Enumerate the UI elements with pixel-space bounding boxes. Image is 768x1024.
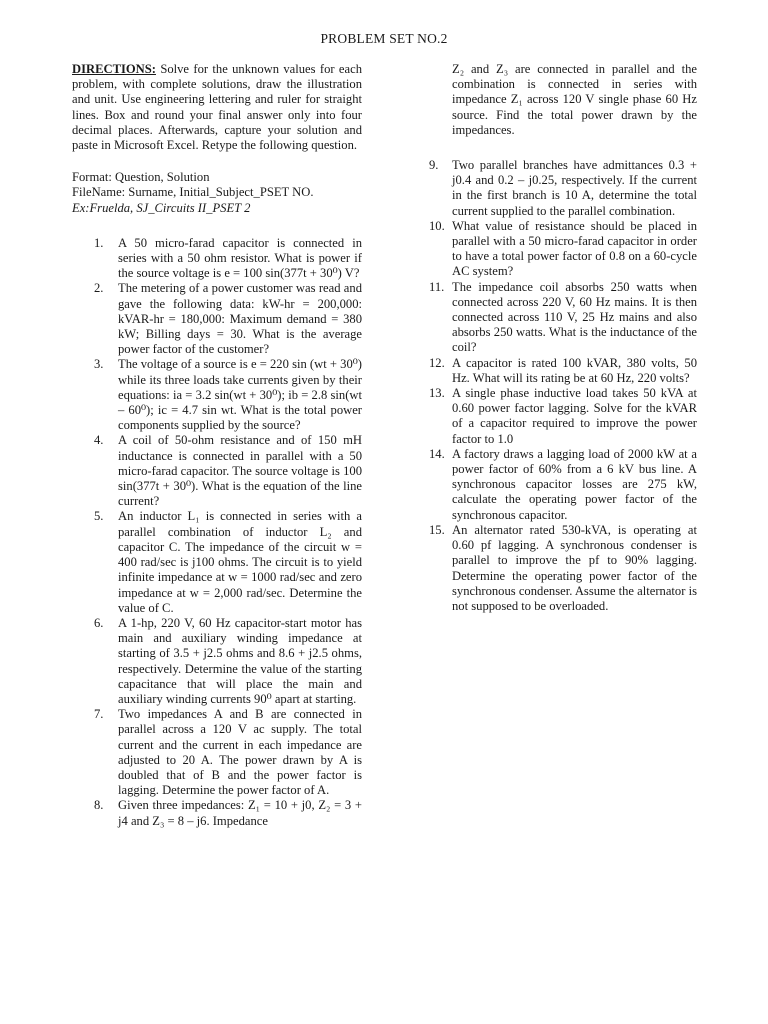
- problem-number: 6.: [94, 615, 104, 630]
- problem-text: A factory draws a lagging load of 2000 kW at a power factor of 60% from a 6 kV bus line. A synchronous capacitor losses are 275 kW, calculate the operating power factor of the synchronous capacitor.: [452, 446, 697, 522]
- problem-list-right: [420, 158, 697, 614]
- problem-item: [72, 509, 362, 615]
- format-line: Format: Question, Solution: [72, 170, 210, 185]
- problem-item: [72, 281, 362, 357]
- directions-text: Solve for the unknown values for each problem, with complete solutions, draw the illustration and unit. Use engineering lettering and ruler for straight lines. Box and round your final answer only into four decimal places. Afterwards, capture your solution and paste in Microsoft Excel. Retype the following question.: [72, 62, 362, 153]
- problem-text: Two impedances A and B are connected in parallel across a 120 V ac supply. The total current and the current in each impedance are adjusted to 20 A. The power drawn by A is doubled that of B and the power factor is lagging. Determine the power factor of A.: [118, 707, 362, 798]
- problem-text: The metering of a power customer was read and gave the following data: kW-hr = 200,000: kVAR-hr = 180,000: Maximum demand = 380 kW; Billing days = 30. What is the average power factor of the customer?: [118, 281, 362, 357]
- problem-text: An alternator rated 530-kVA, is operating at 0.60 pf lagging. A synchronous condenser is parallel to improve the pf to 90% lagging. Determine the operating power factor of the synchronous condenser. Assume the alternator is not supposed to be overloaded.: [452, 522, 697, 613]
- directions-label: DIRECTIONS:: [72, 62, 156, 76]
- problem-number: 14.: [429, 446, 445, 461]
- problem-text: A 50 micro-farad capacitor is connected in series with a 50 ohm resistor. What is power if the source voltage is e = 100 sin(377t + 30⁰) V?: [118, 235, 362, 281]
- problem-item: [420, 386, 697, 447]
- problem-text: A coil of 50-ohm resistance and of 150 mH inductance is connected in parallel with a 50 micro-farad capacitor. The source voltage is 100 sin(377t + 30⁰). What is the equation of the line current?: [118, 433, 362, 509]
- problem-item: [420, 280, 697, 356]
- directions-paragraph: [72, 62, 362, 153]
- problem-item: [72, 236, 362, 282]
- problem-item: [420, 523, 697, 614]
- problem-number: 2.: [94, 281, 104, 296]
- problem-item: [72, 357, 362, 433]
- problem-number: 12.: [429, 355, 445, 370]
- problem-number: 11.: [429, 279, 445, 294]
- problem-text: Two parallel branches have admittances 0.3 + j0.4 and 0.2 – j0.25, respectively. If the current in the first branch is 10 A, determine the total current supplied to the parallel combination.: [452, 158, 697, 218]
- problem-item: [420, 158, 697, 219]
- problem-item: [72, 433, 362, 509]
- directions-block: [72, 62, 362, 153]
- problem-number: 13.: [429, 386, 445, 401]
- problem-item: [72, 798, 362, 828]
- problem-number: 5.: [94, 509, 104, 524]
- problem-number: 7.: [94, 707, 104, 722]
- problem-text: A 1-hp, 220 V, 60 Hz capacitor-start motor has main and auxiliary winding impedance at starting of 3.5 + j2.5 ohms and 8.6 + j2.5 ohms, respectively. Determine the value of the starting capacitance that will place the main and auxiliary winding currents 90⁰ apart at starting.: [118, 615, 362, 706]
- problem-number: 3.: [94, 357, 104, 372]
- problem-number: 8.: [94, 798, 104, 813]
- right-column: [420, 62, 697, 614]
- filename-example: Ex:Fruelda, SJ_Circuits II_PSET 2: [72, 200, 251, 215]
- problem-text: What value of resistance should be placed in parallel with a 50 micro-farad capacitor in order to have a total power factor of 0.8 on a 60-cycle AC system?: [452, 218, 697, 279]
- problem-item: [420, 447, 697, 523]
- problem-text: The impedance coil absorbs 250 watts when connected across 220 V, 60 Hz mains. It is then connected across 110 V, 25 Hz mains and also absorbs 250 watts. What is the inductance of the coil?: [452, 279, 697, 355]
- problem-list-left: [72, 236, 362, 829]
- page-title: PROBLEM SET NO.2: [320, 31, 448, 46]
- filename-line: FileName: Surname, Initial_Subject_PSET NO.: [72, 185, 314, 200]
- problem-item: [72, 616, 362, 707]
- left-column: [72, 62, 362, 829]
- problem-number: 15.: [429, 522, 445, 537]
- problem-number: 1.: [94, 235, 104, 250]
- problem-text: The voltage of a source is e = 220 sin (wt + 30⁰) while its three loads take currents given by their equations: ia = 3.2 sin(wt + 30⁰); ib = 2.8 sin(wt – 60⁰); ic = 4.7 sin wt. What is the total power components supplied by the source?: [118, 357, 362, 433]
- problem-item: [72, 707, 362, 798]
- problem-text: Given three impedances: Z₁ = 10 + j0, Z₂ = 3 + j4 and Z₃ = 8 – j6. Impedance: [118, 798, 362, 828]
- problem-item: [420, 219, 697, 280]
- problem-item: [420, 356, 697, 386]
- problem-8-continuation: Z₂ and Z₃ are connected in parallel and the combination is connected in series with impedance Z₁ across 120 V single phase 60 Hz source. Find the total power drawn by the impedances.: [452, 62, 697, 137]
- problem-number: 10.: [429, 218, 445, 233]
- problem-text: An inductor L₁ is connected in series with a parallel combination of inductor L₂ and capacitor C. The impedance of the circuit w = 400 rad/sec is j100 ohms. The circuit is to yield infinite impedance at w = 1000 rad/sec and zero impedance at w = 2,000 rad/sec. Determine the value of C.: [118, 509, 362, 615]
- format-block: [72, 170, 362, 216]
- problem-text: A single phase inductive load takes 50 kVA at 0.60 power factor lagging. Solve for the kVAR of a capacitor required to improve the power factor to 1.0: [452, 386, 697, 446]
- problem-text: A capacitor is rated 100 kVAR, 380 volts, 50 Hz. What will its rating be at 60 Hz, 220 volts?: [452, 355, 697, 385]
- problem-number: 4.: [94, 433, 104, 448]
- problem-number: 9.: [429, 158, 439, 173]
